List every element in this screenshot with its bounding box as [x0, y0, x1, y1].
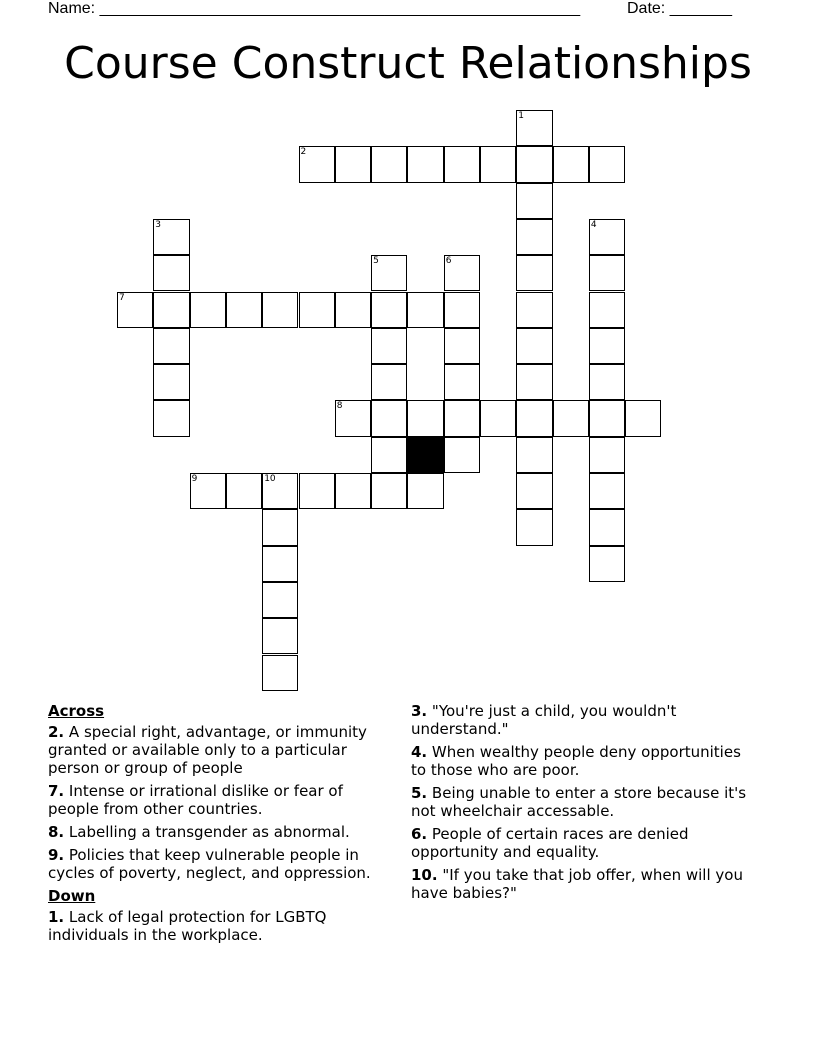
grid-cell[interactable] [262, 618, 298, 654]
name-field-label: Name: ______________________________________________________ [48, 0, 581, 17]
grid-cell[interactable] [262, 655, 298, 691]
clue-text: "You're just a child, you wouldn't understand." [411, 702, 677, 738]
grid-cell[interactable] [516, 437, 552, 473]
clue-down-1 [48, 908, 398, 944]
grid-cell[interactable] [444, 364, 480, 400]
grid-cell[interactable] [516, 183, 552, 219]
clue-number: 8. [48, 823, 65, 841]
grid-cell[interactable] [262, 546, 298, 582]
grid-cell[interactable] [153, 255, 189, 291]
grid-cell[interactable] [589, 473, 625, 509]
grid-cell[interactable] [262, 582, 298, 618]
clue-number: 2. [48, 723, 65, 741]
grid-cell[interactable] [516, 255, 552, 291]
grid-cell[interactable] [153, 400, 189, 436]
clue-number: 5. [411, 784, 428, 802]
cell-number: 10 [264, 474, 276, 484]
grid-cell[interactable] [553, 146, 589, 182]
clue-down-5 [411, 784, 756, 820]
clue-number: 3. [411, 702, 428, 720]
grid-cell[interactable] [625, 400, 661, 436]
grid-cell[interactable] [190, 473, 226, 509]
grid-cell[interactable] [299, 146, 335, 182]
grid-cell[interactable] [589, 400, 625, 436]
grid-cell[interactable] [153, 292, 189, 328]
clues-right-column [411, 702, 756, 907]
grid-cell[interactable] [371, 364, 407, 400]
clue-text: Lack of legal protection for LGBTQ individuals in the workplace. [48, 908, 327, 944]
clues-left-column [48, 702, 398, 949]
grid-cell[interactable] [444, 146, 480, 182]
grid-cell[interactable] [516, 509, 552, 545]
clue-down-6 [411, 825, 756, 861]
grid-cell[interactable] [226, 292, 262, 328]
grid-cell[interactable] [516, 219, 552, 255]
clue-text: Labelling a transgender as abnormal. [68, 823, 350, 841]
grid-cell[interactable] [371, 400, 407, 436]
cell-number: 4 [590, 219, 597, 230]
clue-text: Being unable to enter a store because it's not wheelchair accessable. [411, 784, 747, 820]
grid-cell[interactable] [589, 364, 625, 400]
grid-cell[interactable] [335, 473, 371, 509]
grid-cell[interactable] [407, 473, 443, 509]
clue-text: A special right, advantage, or immunity granted or available only to a particular person or group of people [48, 723, 367, 777]
date-field-label: Date: _______ [627, 0, 732, 17]
grid-cell[interactable] [516, 364, 552, 400]
grid-cell[interactable] [335, 146, 371, 182]
grid-cell[interactable] [299, 292, 335, 328]
clue-number: 1. [48, 908, 65, 926]
grid-cell[interactable] [480, 400, 516, 436]
grid-cell[interactable] [589, 546, 625, 582]
grid-cell[interactable] [589, 437, 625, 473]
grid-cell[interactable] [589, 255, 625, 291]
grid-cell[interactable] [226, 473, 262, 509]
grid-cell[interactable] [153, 328, 189, 364]
grid-cell[interactable] [371, 255, 407, 291]
grid-cell[interactable] [589, 219, 625, 255]
clue-down-10 [411, 866, 756, 902]
cell-number: 8 [336, 401, 343, 412]
clue-number: 9. [48, 846, 65, 864]
grid-cell[interactable] [407, 400, 443, 436]
grid-cell[interactable] [589, 509, 625, 545]
clue-text: People of certain races are denied opportunity and equality. [411, 825, 689, 861]
grid-cell[interactable] [371, 328, 407, 364]
grid-cell[interactable] [262, 292, 298, 328]
clue-number: 4. [411, 743, 428, 761]
grid-cell[interactable] [516, 328, 552, 364]
grid-cell[interactable] [371, 292, 407, 328]
grid-cell[interactable] [516, 400, 552, 436]
clue-text: Policies that keep vulnerable people in cycles of poverty, neglect, and oppression. [48, 846, 371, 882]
grid-cell[interactable] [190, 292, 226, 328]
cell-number: 5 [373, 256, 379, 267]
down-heading: Down [48, 887, 96, 905]
clue-text: Intense or irrational dislike or fear of people from other countries. [48, 782, 343, 818]
grid-cell[interactable] [335, 400, 371, 436]
clue-number: 6. [411, 825, 428, 843]
clue-number: 10. [411, 866, 438, 884]
clue-across-7 [48, 782, 398, 818]
grid-cell[interactable] [589, 328, 625, 364]
cell-number: 9 [191, 474, 198, 484]
grid-cell[interactable] [444, 292, 480, 328]
grid-cell[interactable] [153, 364, 189, 400]
grid-cell[interactable] [516, 292, 552, 328]
clue-across-8 [48, 823, 398, 841]
grid-cell[interactable] [153, 219, 189, 255]
clue-number: 7. [48, 782, 65, 800]
cell-number: 6 [445, 256, 452, 267]
page-title: Course Construct Relationships [64, 38, 752, 89]
grid-cell[interactable] [516, 110, 552, 146]
clue-down-3 [411, 702, 756, 738]
grid-cell[interactable] [371, 146, 407, 182]
grid-cell[interactable] [407, 146, 443, 182]
grid-cell[interactable] [335, 292, 371, 328]
cell-number: 3 [155, 219, 162, 230]
grid-cell[interactable] [480, 146, 516, 182]
across-heading: Across [48, 702, 105, 720]
grid-cell[interactable] [262, 473, 298, 509]
cell-number: 1 [518, 111, 525, 121]
grid-cell[interactable] [516, 473, 552, 509]
grid-cell[interactable] [589, 146, 625, 182]
clue-text: When wealthy people deny opportunities to those who are poor. [411, 743, 741, 779]
cell-number: 7 [119, 292, 125, 303]
grid-cell[interactable] [516, 146, 552, 182]
clue-text: "If you take that job offer, when will you have babies?" [411, 866, 743, 902]
clue-across-9 [48, 846, 398, 882]
grid-cell[interactable] [407, 292, 443, 328]
grid-cell[interactable] [371, 473, 407, 509]
grid-cell[interactable] [444, 328, 480, 364]
cell-number: 2 [300, 147, 307, 158]
grid-cell[interactable] [299, 473, 335, 509]
black-cell [407, 437, 443, 473]
grid-cell[interactable] [262, 509, 298, 545]
grid-cell[interactable] [444, 400, 480, 436]
grid-cell[interactable] [553, 400, 589, 436]
clue-down-4 [411, 743, 756, 779]
grid-cell[interactable] [117, 292, 153, 328]
grid-cell[interactable] [444, 437, 480, 473]
grid-cell[interactable] [444, 255, 480, 291]
grid-cell[interactable] [589, 292, 625, 328]
grid-cell[interactable] [371, 437, 407, 473]
clue-across-2 [48, 723, 398, 777]
